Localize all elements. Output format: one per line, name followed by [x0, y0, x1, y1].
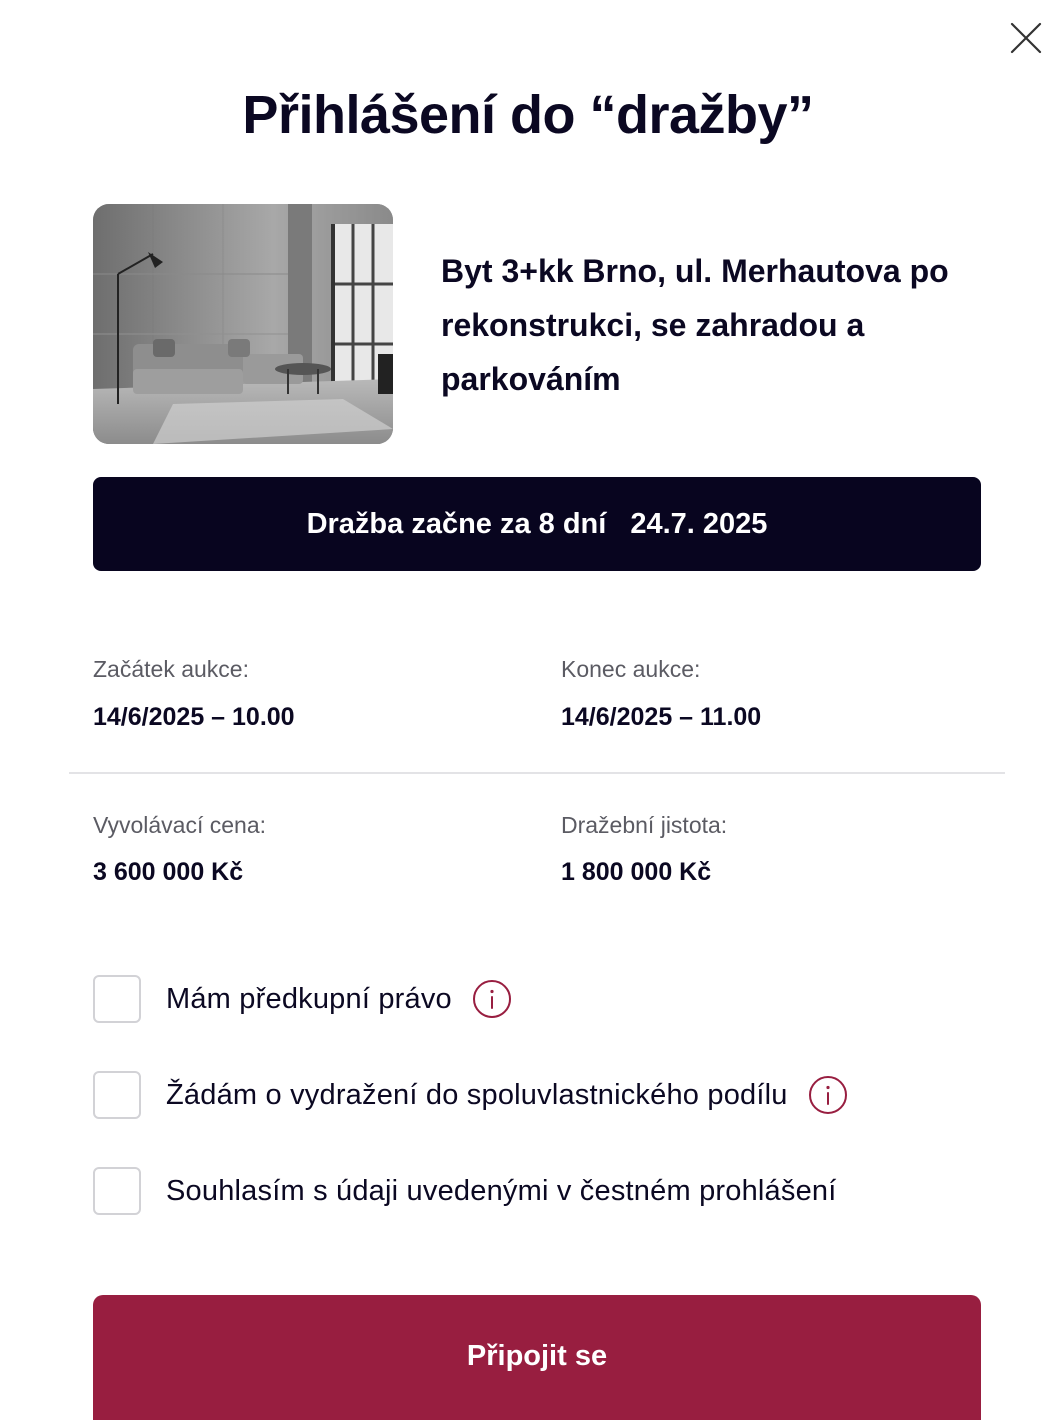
countdown-text: Dražba začne za 8 dní [306, 507, 607, 540]
join-button[interactable]: Připojit se [93, 1295, 981, 1420]
close-button[interactable] [1008, 20, 1044, 56]
property-photo [93, 204, 393, 444]
auction-countdown-banner [93, 477, 981, 571]
property-image [93, 204, 393, 444]
property-summary [93, 204, 983, 446]
checkbox[interactable] [93, 1071, 141, 1119]
option-affidavit-consent[interactable] [93, 1167, 837, 1215]
modal-title: Přihlášení do “dražby” [242, 85, 814, 145]
option-label: Souhlasím s údaji uvedenými v čestném prohlášení [166, 1174, 837, 1207]
starting-price-value: 3 600 000 Kč [93, 858, 244, 886]
info-divider [69, 772, 1005, 774]
auction-end-value: 14/6/2025 – 11.00 [561, 703, 762, 731]
starting-price-label: Vyvolávací cena: [93, 812, 267, 838]
close-icon [1008, 20, 1044, 56]
auction-end-label: Konec aukce: [561, 656, 701, 682]
info-icon[interactable] [808, 1075, 848, 1115]
option-label: Mám předkupní právo [166, 982, 452, 1015]
option-co-ownership-share[interactable] [93, 1071, 848, 1119]
checkbox[interactable] [93, 1167, 141, 1215]
checkbox[interactable] [93, 975, 141, 1023]
countdown-date: 24.7. 2025 [630, 507, 768, 540]
auction-deposit-value: 1 800 000 Kč [561, 858, 712, 886]
auction-start-label: Začátek aukce: [93, 656, 249, 682]
auction-deposit-label: Dražební jistota: [561, 812, 728, 838]
option-preemption-right[interactable] [93, 975, 512, 1023]
property-name: Byt 3+kk Brno, ul. Merhautova po rekonstrukci, se zahradou a parkováním [441, 253, 949, 397]
option-label: Žádám o vydražení do spoluvlastnického podílu [166, 1078, 788, 1111]
info-icon[interactable] [472, 979, 512, 1019]
auction-start-value: 14/6/2025 – 10.00 [93, 703, 295, 731]
